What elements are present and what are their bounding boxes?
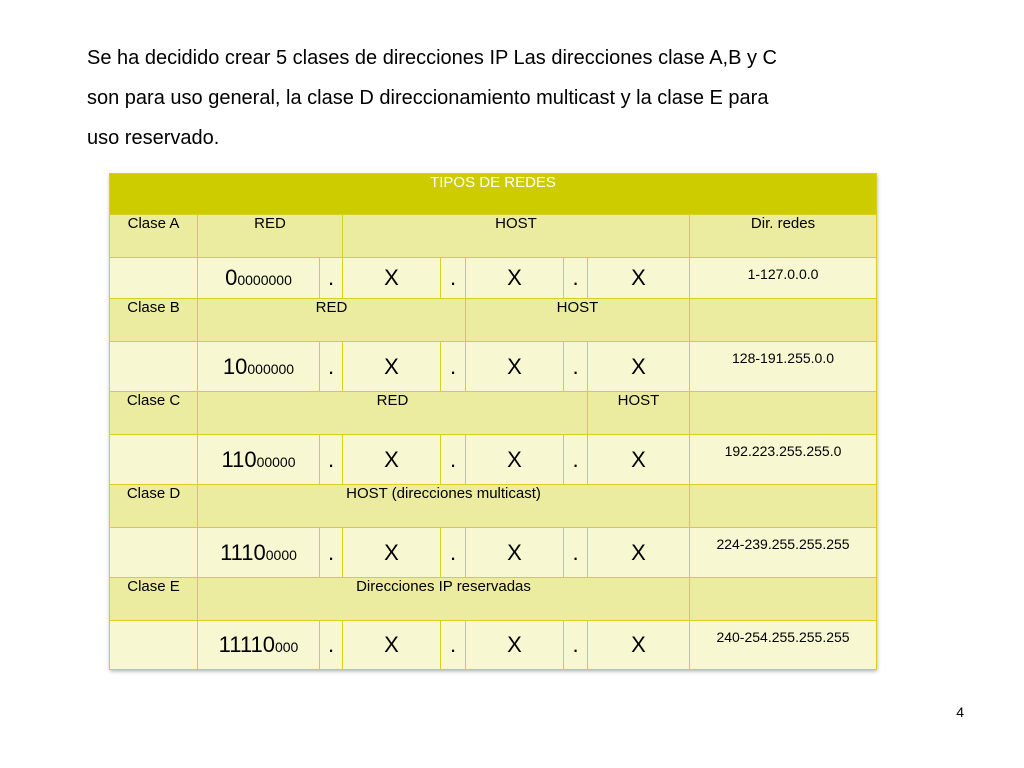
table-row <box>110 392 877 435</box>
empty-cell <box>690 392 877 435</box>
host-label: HOST <box>588 392 690 435</box>
table-row <box>110 435 877 485</box>
octet-x: X <box>588 435 690 485</box>
address-range: 192.223.255.255.0 <box>690 435 877 485</box>
dot-separator: . <box>564 621 588 670</box>
variable-bits: 000000 <box>247 360 295 377</box>
octet-x: X <box>343 342 441 392</box>
fixed-bits: 1110 <box>220 539 266 565</box>
first-octet-bits <box>198 258 320 299</box>
network-types-table <box>109 173 877 670</box>
octet-x: X <box>466 435 564 485</box>
dot-separator: . <box>441 528 466 578</box>
empty-cell <box>690 485 877 528</box>
octet-x: X <box>588 342 690 392</box>
table-title: TIPOS DE REDES <box>110 174 877 215</box>
fixed-bits: 110 <box>221 446 257 472</box>
class-label: Clase A <box>110 215 198 258</box>
variable-bits: 00000 <box>256 453 296 470</box>
dot-separator: . <box>441 258 466 299</box>
dot-separator: . <box>320 258 343 299</box>
empty-cell <box>110 621 198 670</box>
red-label: RED <box>198 215 343 258</box>
first-octet-bits <box>198 621 320 670</box>
page-number: 4 <box>956 704 964 720</box>
octet-x: X <box>588 258 690 299</box>
dot-separator: . <box>320 435 343 485</box>
empty-cell <box>690 578 877 621</box>
table-row <box>110 342 877 392</box>
intro-line: Se ha decidido crear 5 clases de direcciones IP Las direcciones clase A,B y C <box>87 47 777 69</box>
dot-separator: . <box>564 342 588 392</box>
host-label: HOST <box>466 299 690 342</box>
octet-x: X <box>466 621 564 670</box>
table-row <box>110 215 877 258</box>
host-label: HOST <box>343 215 690 258</box>
empty-cell <box>110 342 198 392</box>
address-range: 240-254.255.255.255 <box>690 621 877 670</box>
address-range: 128-191.255.0.0 <box>690 342 877 392</box>
octet-x: X <box>343 435 441 485</box>
empty-cell <box>110 528 198 578</box>
class-label: Clase C <box>110 392 198 435</box>
octet-x: X <box>466 342 564 392</box>
octet-x: X <box>588 621 690 670</box>
dot-separator: . <box>320 621 343 670</box>
dot-separator: . <box>441 435 466 485</box>
intro-paragraph <box>87 38 887 158</box>
table-row <box>110 528 877 578</box>
octet-x: X <box>466 528 564 578</box>
variable-bits: 0000 <box>265 546 297 563</box>
empty-cell <box>690 299 877 342</box>
empty-cell <box>110 258 198 299</box>
octet-x: X <box>343 258 441 299</box>
first-octet-bits <box>198 435 320 485</box>
empty-cell <box>110 435 198 485</box>
dot-separator: . <box>564 258 588 299</box>
table-row <box>110 258 877 299</box>
red-label: RED <box>198 299 466 342</box>
intro-line: uso reservado. <box>87 127 220 149</box>
fixed-bits: 0 <box>225 265 238 290</box>
first-octet-bits <box>198 528 320 578</box>
table-row <box>110 621 877 670</box>
first-octet-bits <box>198 342 320 392</box>
variable-bits: 0000000 <box>237 272 292 288</box>
address-range: 1-127.0.0.0 <box>690 258 877 299</box>
class-label: Clase D <box>110 485 198 528</box>
dot-separator: . <box>441 342 466 392</box>
fixed-bits: 10 <box>222 353 248 379</box>
fixed-bits: 11110 <box>218 632 275 657</box>
table-row <box>110 299 877 342</box>
address-range: 224-239.255.255.255 <box>690 528 877 578</box>
dir-redes-header: Dir. redes <box>690 215 877 258</box>
class-label: Clase E <box>110 578 198 621</box>
table-header-row <box>110 174 877 215</box>
dot-separator: . <box>441 621 466 670</box>
network-types-table-container <box>109 173 876 669</box>
octet-x: X <box>588 528 690 578</box>
intro-line: son para uso general, la clase D direccionamiento multicast y la clase E para <box>87 87 769 109</box>
dot-separator: . <box>320 342 343 392</box>
octet-x: X <box>343 621 441 670</box>
dot-separator: . <box>320 528 343 578</box>
host-label: HOST (direcciones multicast) <box>198 485 690 528</box>
table-row <box>110 485 877 528</box>
reserved-label: Direcciones IP reservadas <box>198 578 690 621</box>
dot-separator: . <box>564 435 588 485</box>
variable-bits: 000 <box>274 639 299 655</box>
red-label: RED <box>198 392 588 435</box>
table-row <box>110 578 877 621</box>
dot-separator: . <box>564 528 588 578</box>
octet-x: X <box>343 528 441 578</box>
octet-x: X <box>466 258 564 299</box>
class-label: Clase B <box>110 299 198 342</box>
